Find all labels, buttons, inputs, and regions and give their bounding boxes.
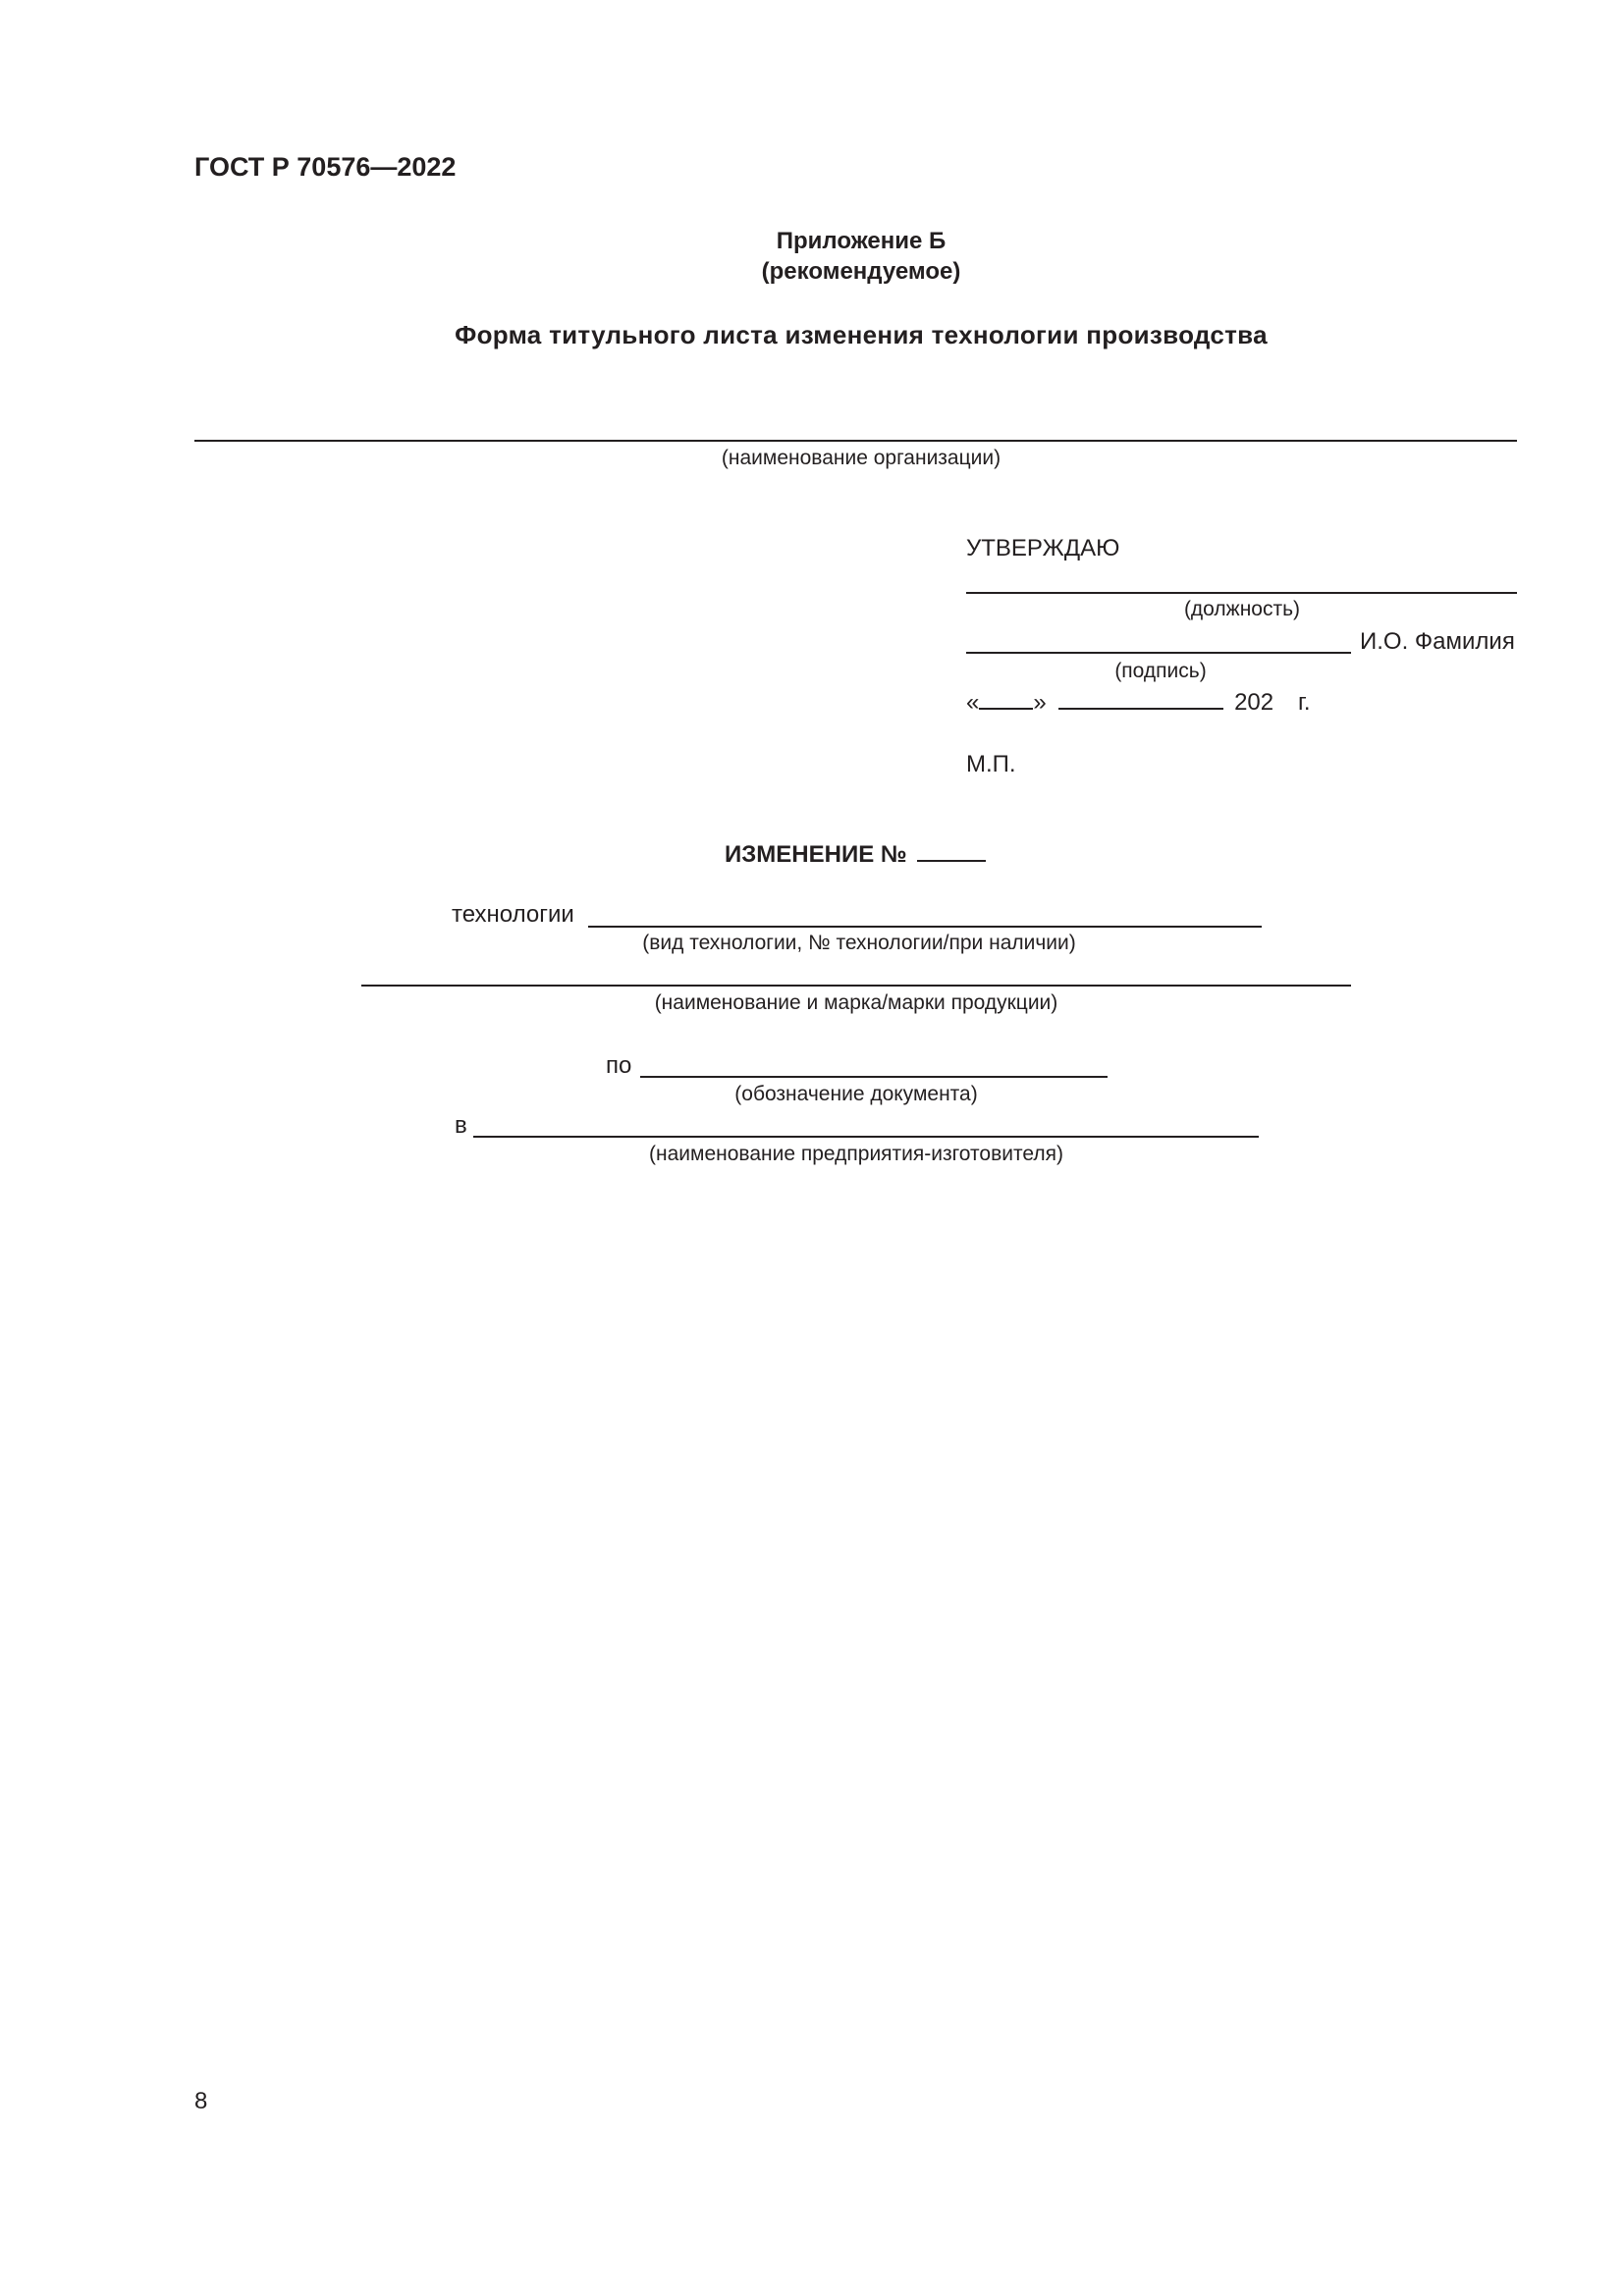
month-line	[1058, 707, 1223, 710]
enterprise-caption: (наименование предприятия-изготовителя)	[649, 1143, 1063, 1165]
change-number-line	[917, 859, 986, 862]
date-row	[966, 689, 1273, 717]
technology-line	[588, 926, 1262, 928]
position-caption: (должность)	[1183, 598, 1301, 620]
document-line	[640, 1076, 1108, 1078]
product-caption: (наименование и марка/марки продукции)	[654, 991, 1058, 1014]
year-prefix: 202	[1234, 689, 1274, 716]
organization-caption: (наименование организации)	[721, 447, 1001, 469]
day-line	[979, 707, 1033, 710]
technology-caption: (вид технологии, № технологии/при наличии)	[642, 932, 1076, 954]
appendix-title: Форма титульного листа изменения технологии производства	[455, 320, 1268, 349]
signatory-name: И.О. Фамилия	[1360, 628, 1515, 655]
approval-heading: УТВЕРЖДАЮ	[966, 535, 1120, 561]
year-suffix: г.	[1298, 689, 1311, 716]
organization-line	[194, 440, 1517, 442]
enterprise-label: в	[455, 1112, 467, 1139]
signature-line	[966, 652, 1351, 654]
document-label: по	[606, 1052, 632, 1079]
technology-label: технологии	[452, 901, 574, 928]
standard-number: ГОСТ Р 70576—2022	[194, 152, 457, 182]
page-number: 8	[194, 2088, 208, 2114]
appendix-label: Приложение Б	[776, 228, 947, 254]
date-close-quote: »	[1033, 689, 1047, 716]
product-line	[361, 985, 1351, 987]
document-caption: (обозначение документа)	[734, 1083, 978, 1105]
stamp-label: М.П.	[966, 751, 1016, 777]
appendix-status: (рекомендуемое)	[761, 258, 961, 285]
date-open-quote: «	[966, 689, 980, 716]
enterprise-line	[473, 1136, 1259, 1138]
change-title	[725, 841, 986, 869]
change-title-text: ИЗМЕНЕНИЕ №	[725, 841, 907, 868]
signature-caption: (подпись)	[1114, 660, 1207, 682]
position-line	[966, 592, 1517, 594]
